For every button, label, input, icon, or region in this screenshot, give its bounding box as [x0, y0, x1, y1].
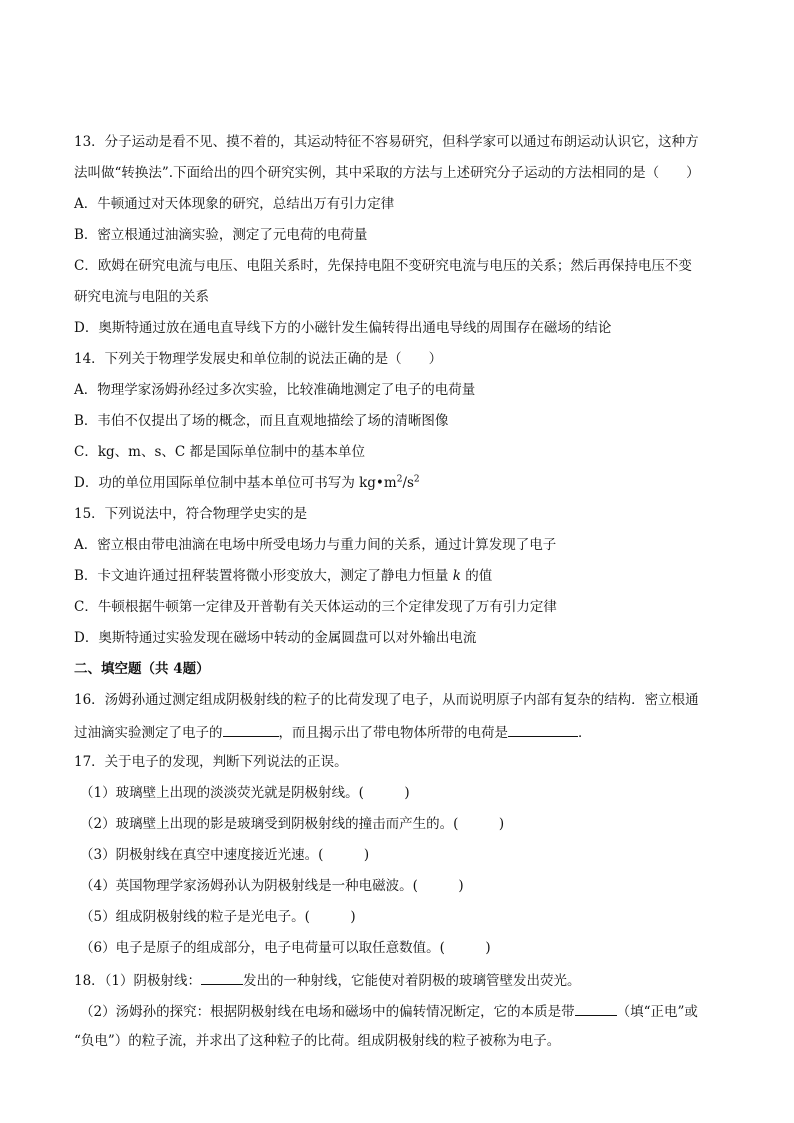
q16-blank-1[interactable]	[223, 722, 279, 737]
q17-item-3: （3）阴极射线在真空中速度接近光速。( )	[80, 847, 370, 863]
q13-option-d: D．奥斯特通过放在通电直导线下方的小磁针发生偏转得出通电导线的周围存在磁场的结论	[74, 320, 612, 336]
q18-part1	[74, 970, 724, 990]
q14-option-d-mid: /s	[402, 475, 414, 491]
q16-stem-line2	[74, 722, 724, 742]
q14-option-a: A．物理学家汤姆孙经过多次实验，比较准确地测定了电子的电荷量	[74, 382, 476, 398]
q15-option-d: D．奥斯特通过实验发现在磁场中转动的金属圆盘可以对外输出电流	[74, 630, 477, 646]
q14-option-d	[74, 474, 724, 492]
q18-part2	[80, 1001, 730, 1021]
q16-blank-2[interactable]	[508, 722, 578, 737]
q15-option-c: C．牛顿根据牛顿第一定律及开普勒有关天体运动的三个定律发现了万有引力定律	[74, 599, 557, 615]
q17-stem: 17．关于电子的发现，判断下列说法的正误。	[74, 754, 348, 770]
q16-text-mid: ，而且揭示出了带电物体所带的电荷是	[278, 725, 508, 741]
q15-option-b-tail: 的值	[460, 568, 493, 584]
q13-stem-line1: 13．分子运动是看不见、摸不着的，其运动特征不容易研究，但科学家可以通过布朗运动认识它，这种方	[74, 134, 699, 150]
q18-part1-post: 发出的一种射线，它能使对着阴极的玻璃管壁发出荧光。	[243, 973, 581, 989]
q17-item-5: （5）组成阴极射线的粒子是光电子。( )	[80, 909, 356, 925]
q16-text-pre: 过油滴实验测定了电子的	[74, 725, 223, 741]
q18-blank-1[interactable]	[201, 970, 243, 985]
q13-option-c-line1: C．欧姆在研究电流与电压、电阻关系时，先保持电阻不变研究电流与电压的关系；然后再保持电压不变	[74, 258, 692, 274]
q17-item-1: （1）玻璃壁上出现的淡淡荧光就是阴极射线。( )	[80, 785, 410, 801]
q13-option-c-line2: 研究电流与电阻的关系	[74, 289, 209, 305]
q18-part2-continued: “负电”）的粒子流，并求出了这种粒子的比荷。组成阴极射线的粒子被称为电子。	[74, 1033, 561, 1049]
q18-part2-post: （填“正电”或	[616, 1004, 698, 1020]
q16-text-end: ．	[578, 725, 592, 741]
q17-item-4: （4）英国物理学家汤姆孙认为阴极射线是一种电磁波。( )	[80, 878, 464, 894]
q13-option-b: B．密立根通过油滴实验，测定了元电荷的电荷量	[74, 227, 368, 243]
q15-option-b	[74, 567, 724, 585]
q14-option-d-sup1: 2	[396, 474, 403, 485]
q17-item-2: （2）玻璃壁上出现的影是玻璃受到阴极射线的撞击而产生的。( )	[80, 816, 505, 832]
q15-option-b-text: B．卡文迪许通过扭秤装置将微小形变放大，测定了静电力恒量	[74, 568, 453, 584]
q18-part1-pre: 18．（1）阴极射线：	[74, 973, 202, 989]
q18-blank-2[interactable]	[575, 1001, 617, 1016]
q15-stem: 15．下列说法中，符合物理学史实的是	[74, 506, 308, 522]
section-heading-fill-in: 二、填空题（共 4题）	[74, 661, 210, 677]
q15-option-a: A．密立根由带电油滴在电场中所受电场力与重力间的关系，通过计算发现了电子	[74, 537, 557, 553]
q14-option-d-sup2: 2	[413, 474, 420, 485]
q18-part2-pre: （2）汤姆孙的探究：根据阴极射线在电场和磁场中的偏转情况断定，它的本质是带	[80, 1004, 575, 1020]
q13-option-a: A．牛顿通过对天体现象的研究，总结出万有引力定律	[74, 196, 395, 212]
q17-item-6: （6）电子是原子的组成部分，电子电荷量可以取任意数值。( )	[80, 940, 491, 956]
q14-stem: 14．下列关于物理学发展史和单位制的说法正确的是（ ）	[74, 351, 443, 367]
q14-option-b: B．韦伯不仅提出了场的概念，而且直观地描绘了场的清晰图像	[74, 413, 449, 429]
q14-option-d-text: D．功的单位用国际单位制中基本单位可书写为 kg•m	[74, 475, 397, 491]
q13-stem-line2: 法叫做“转换法”.下面给出的四个研究实例，其中采取的方法与上述研究分子运动的方法相同的是（ ）	[74, 165, 700, 181]
q16-stem-line1: 16．汤姆孙通过测定组成阴极射线的粒子的比荷发现了电子，从而说明原子内部有复杂的结构．密立根通	[74, 692, 699, 708]
q15-option-b-variable: k	[452, 568, 461, 584]
q14-option-c: C．kg、m、s、C 都是国际单位制中的基本单位	[74, 444, 366, 460]
